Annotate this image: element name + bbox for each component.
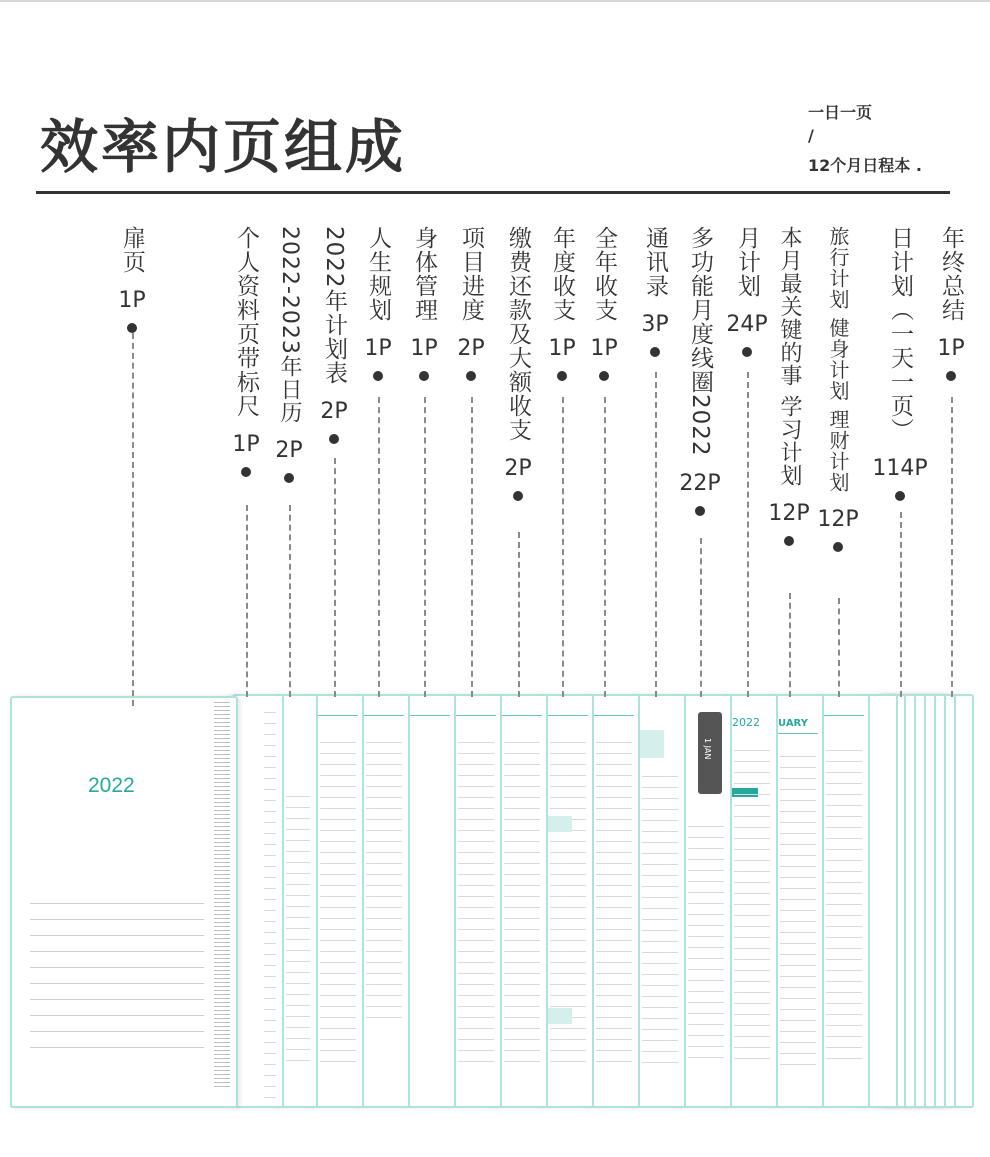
section-page-count: 12P <box>768 501 810 526</box>
section-label: 2022-2023年日历 <box>277 226 302 424</box>
leader-line <box>246 505 248 697</box>
section-page-count: 2P <box>320 398 348 424</box>
month-tab <box>698 712 722 794</box>
section-column <box>496 226 540 501</box>
section-column <box>110 226 154 333</box>
leader-line <box>655 372 657 697</box>
month-name: UARY <box>778 718 808 729</box>
section-page-count: 2P <box>457 336 485 361</box>
section-label: 通讯录 <box>642 226 668 298</box>
section-label: 本月最关键的事 学习计划 <box>777 226 802 487</box>
leader-line <box>838 598 840 697</box>
section-page-count: 1P <box>364 336 392 361</box>
cover-ruler <box>214 702 230 1088</box>
section-label: 多功能月度线圈2022 <box>687 226 713 457</box>
section-dot <box>127 323 137 333</box>
section-page-count: 12P <box>817 506 859 532</box>
section-column <box>633 226 677 357</box>
planner-page-profile <box>232 694 284 1108</box>
section-column <box>312 226 356 444</box>
leader-line <box>132 333 134 706</box>
planner-page-key-events <box>772 694 824 1108</box>
leader-line <box>289 505 291 697</box>
section-dot <box>373 371 383 381</box>
leader-line <box>562 397 564 697</box>
section-page-count: 3P <box>641 312 669 337</box>
planner-page-year-plan <box>312 694 364 1108</box>
planner-page-calendar <box>278 694 318 1108</box>
section-page-count: 1P <box>590 336 618 361</box>
section-page-count: 2P <box>275 437 303 463</box>
section-label: 2022年计划表 <box>321 226 347 385</box>
leader-line <box>518 532 520 697</box>
month-header: 2022 <box>732 716 760 729</box>
planner-page-yearly-budget <box>542 694 594 1108</box>
planner-page-travel <box>818 694 870 1108</box>
leader-line <box>378 397 380 697</box>
section-label: 年度收支 <box>549 226 575 322</box>
section-dot <box>833 542 843 552</box>
section-column <box>929 226 973 381</box>
planner-page-body <box>404 694 456 1108</box>
section-column <box>356 226 400 381</box>
section-label: 个人资料页带标尺 <box>233 226 259 418</box>
section-label: 年终总结 <box>938 226 964 322</box>
note-planner: 12个月日程本 . <box>808 156 922 175</box>
section-dot <box>419 371 429 381</box>
section-dot <box>695 506 705 516</box>
section-page-count: 1P <box>937 336 965 361</box>
section-page-count: 22P <box>679 470 721 496</box>
planner-page-life-plan <box>358 694 410 1108</box>
section-dot <box>946 371 956 381</box>
section-page-count: 2P <box>504 456 532 481</box>
section-page-count: 1P <box>232 432 260 457</box>
leader-line <box>604 397 606 697</box>
section-label: 项目进度 <box>458 226 484 322</box>
leader-line <box>789 593 791 697</box>
section-column <box>678 226 722 516</box>
section-label: 扉页 <box>119 226 145 274</box>
page-title: 效率内页组成 <box>40 113 407 181</box>
section-label: 缴费还款及大额收支 <box>505 226 531 442</box>
note-daily: 一日一页 <box>808 103 873 122</box>
section-dot <box>466 371 476 381</box>
section-page-count: 1P <box>548 336 576 361</box>
planner-page-projects <box>450 694 502 1108</box>
planner-page-annual-budget <box>588 694 640 1108</box>
section-column <box>872 226 928 501</box>
section-label: 旅行计划 健身计划 理财计划 <box>826 226 850 493</box>
section-dot <box>784 536 794 546</box>
section-column <box>402 226 446 381</box>
section-dot <box>513 491 523 501</box>
cover-page <box>10 696 238 1108</box>
section-dot <box>599 371 609 381</box>
section-page-count: 24P <box>726 312 768 337</box>
section-dot <box>742 347 752 357</box>
note-slash: / <box>808 126 814 145</box>
cover-lines <box>30 888 204 1048</box>
planner-page-contacts <box>634 694 686 1108</box>
month-tab-label: 1 JAN <box>703 738 712 760</box>
leader-line <box>747 372 749 697</box>
section-dot <box>557 371 567 381</box>
section-dot <box>241 467 251 477</box>
section-column <box>267 226 311 483</box>
section-dot <box>329 434 339 444</box>
section-page-count: 1P <box>410 336 438 361</box>
divider-rule <box>36 191 950 194</box>
section-column <box>540 226 584 381</box>
cover-year: 2022 <box>88 774 135 797</box>
section-label: 全年收支 <box>591 226 617 322</box>
section-column <box>816 226 860 552</box>
leader-line <box>424 397 426 697</box>
section-column <box>582 226 626 381</box>
section-column <box>449 226 493 381</box>
section-column <box>725 226 769 357</box>
section-page-count: 114P <box>872 456 928 481</box>
leader-line <box>951 397 953 697</box>
top-border <box>0 0 990 2</box>
planner-page-payments <box>496 694 548 1108</box>
leader-line <box>334 458 336 697</box>
section-dot <box>895 491 905 501</box>
section-label: 人生规划 <box>365 226 391 322</box>
section-column <box>767 226 811 546</box>
section-dot <box>650 347 660 357</box>
section-label: 身体管理 <box>411 226 437 322</box>
leader-line <box>471 397 473 697</box>
section-dot <box>284 473 294 483</box>
section-label: 日计划（一天一页） <box>887 226 913 442</box>
section-column <box>224 226 268 477</box>
section-page-count: 1P <box>118 288 146 313</box>
section-label: 月计划 <box>734 226 760 298</box>
planner-page-monthly <box>726 694 778 1108</box>
leader-line <box>900 512 902 697</box>
leader-line <box>700 538 702 697</box>
